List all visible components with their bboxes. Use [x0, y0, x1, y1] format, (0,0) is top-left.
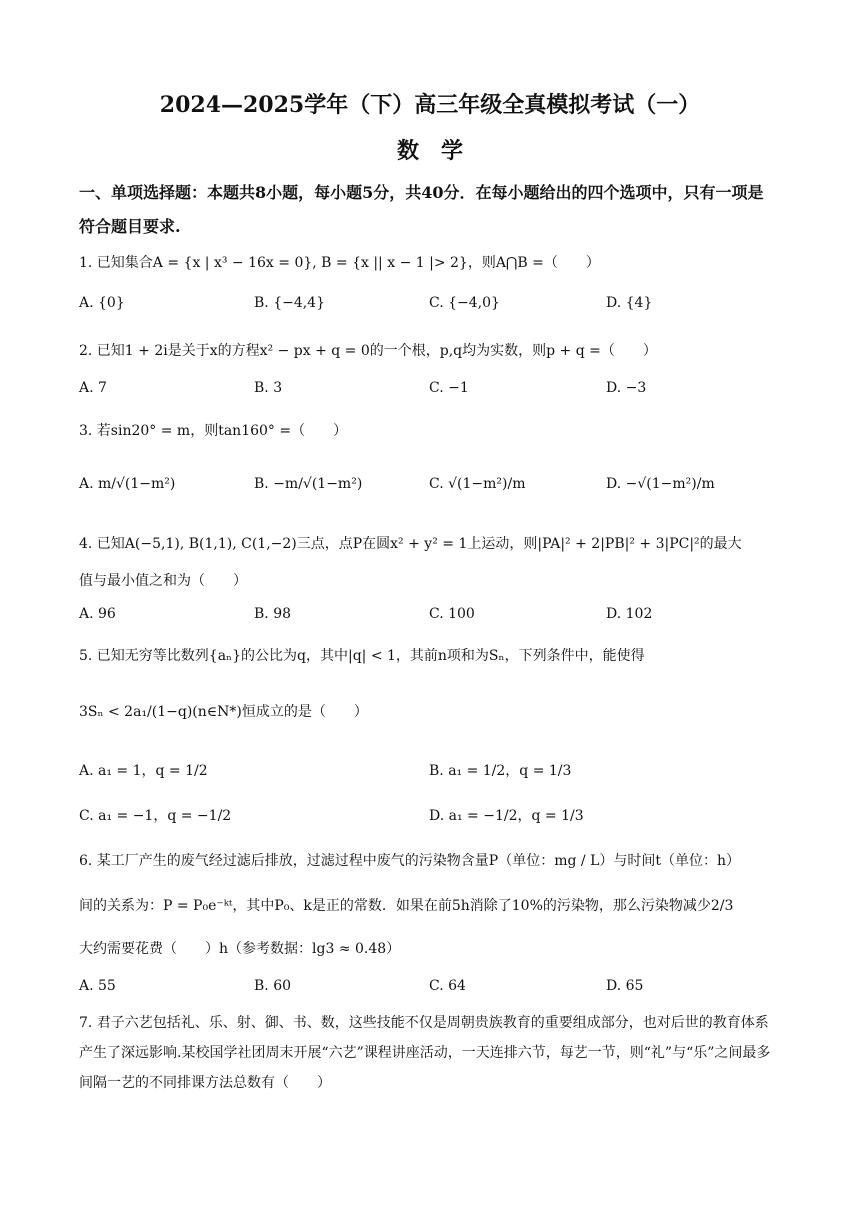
question-1-option-d: D. {4} [606, 295, 653, 311]
question-7-text: 7. 君子六艺包括礼、乐、射、御、书、数，这些技能不仅是周朝贵族教育的重要组成部分，也对后世的教育体系产生了深远影响.某校国学社团周末开展“六艺”课程讲座活动，一天连排六节，每艺一节，则“礼”与“乐”之间最多间隔一艺的不同排课方法总数有（ ） [79, 1015, 771, 1091]
subject-title: 数学 [396, 138, 485, 164]
question-5-stem-line2: 3Sₙ < 2a₁/(1−q)(n∈N*)恒成立的是（ ） [79, 704, 368, 720]
question-4-option-a: A. 96 [79, 606, 116, 622]
question-1-option-a: A. {0} [79, 295, 125, 311]
question-3-option-d: D. −√(1−m²)/m [606, 476, 715, 492]
question-5-option-d: D. a₁ = −1/2，q = 1/3 [429, 808, 584, 824]
question-4-stem-line1: 4. 已知A(−5,1), B(1,1), C(1,−2)三点，点P在圆x² + y² = 1上运动，则|PA|² + 2|PB|² + 3|PC|²的最大 [79, 536, 742, 552]
question-6-option-a: A. 55 [79, 978, 116, 994]
question-1-stem: 1. 已知集合A = {x | x³ − 16x = 0}, B = {x || x − 1 |> 2}，则A⋂B =（ ） [79, 255, 600, 271]
question-4-stem-line2: 值与最小值之和为（ ） [79, 573, 247, 589]
question-3-option-b: B. −m/√(1−m²) [254, 476, 363, 492]
question-6-option-d: D. 65 [606, 978, 644, 994]
question-3-option-a: A. m/√(1−m²) [79, 476, 176, 492]
question-5-option-c: C. a₁ = −1，q = −1/2 [79, 808, 232, 824]
question-1-option-b: B. {−4,4} [254, 295, 325, 311]
question-2-option-b: B. 3 [254, 380, 283, 396]
question-4-option-d: D. 102 [606, 606, 653, 622]
question-3-stem: 3. 若sin20° = m，则tan160° =（ ） [79, 423, 348, 439]
question-3-option-c: C. √(1−m²)/m [429, 476, 526, 492]
question-6-line1: 6. 某工厂产生的废气经过滤后排放，过滤过程中废气的污染物含量P（单位：mg / L）与时间t（单位：h） [79, 853, 741, 869]
section-heading: 一、单项选择题：本题共8小题，每小题5分，共40分．在每小题给出的四个选项中，只有一项是符合题目要求. [79, 183, 764, 236]
question-6-option-b: B. 60 [254, 978, 292, 994]
question-5-option-b: B. a₁ = 1/2，q = 1/3 [429, 763, 572, 779]
question-2-option-d: D. −3 [606, 380, 647, 396]
question-6-line3: 大约需要花费（ ）h（参考数据：lg3 ≈ 0.48） [79, 941, 401, 957]
question-6-option-c: C. 64 [429, 978, 466, 994]
question-5-stem-line1: 5. 已知无穷等比数列{aₙ}的公比为q，其中|q| < 1，其前n项和为Sₙ，下列条件中，能使得 [79, 648, 645, 664]
question-4-option-c: C. 100 [429, 606, 475, 622]
question-2-option-a: A. 7 [79, 380, 107, 396]
question-2-stem: 2. 已知1 + 2i是关于x的方程x² − px + q = 0的一个根，p,q均为实数，则p + q =（ ） [79, 343, 657, 359]
question-6-line2: 间的关系为：P = P₀e⁻ᵏᵗ，其中P₀、k是正的常数．如果在前5h消除了10%的污染物，那么污染物减少2/3 [79, 898, 734, 914]
question-5-option-a: A. a₁ = 1，q = 1/2 [79, 763, 208, 779]
question-2-option-c: C. −1 [429, 380, 469, 396]
question-1-option-c: C. {−4,0} [429, 295, 500, 311]
exam-title: 2024—2025学年（下）高三年级全真模拟考试（一） [159, 92, 701, 118]
question-4-option-b: B. 98 [254, 606, 292, 622]
